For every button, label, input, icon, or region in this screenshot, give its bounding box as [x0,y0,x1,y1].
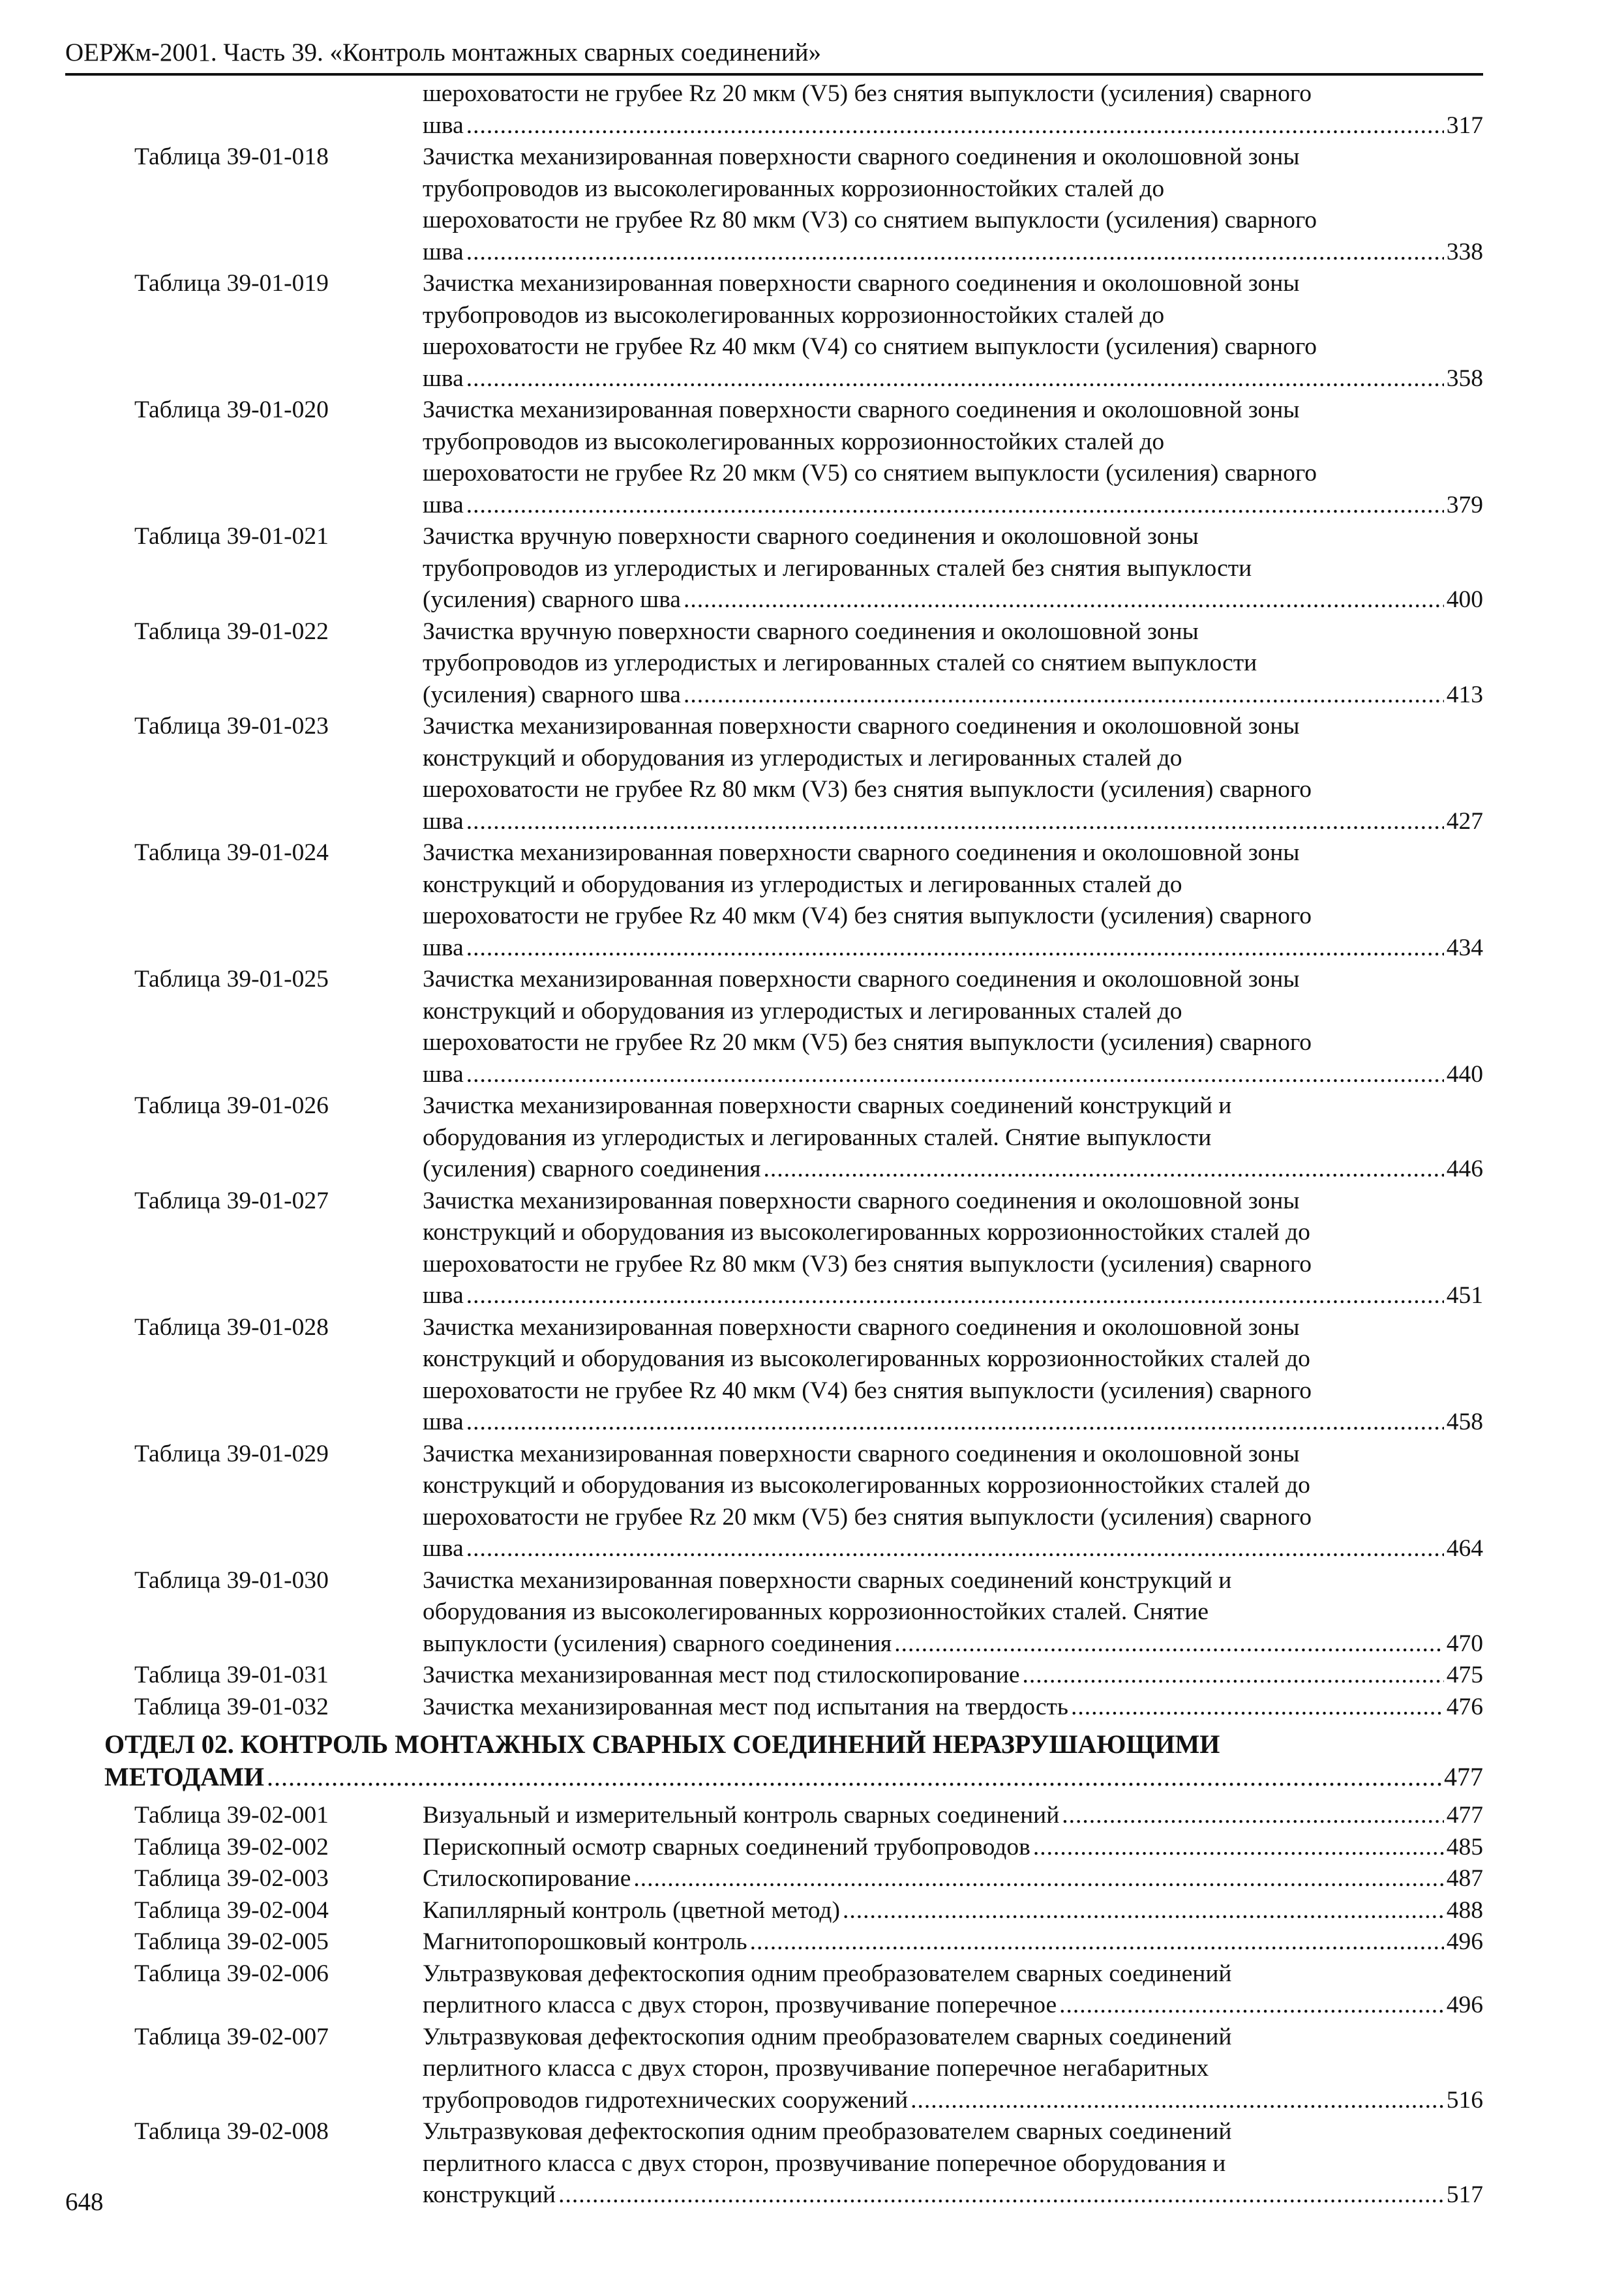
entry-page-number: 475 [1446,1662,1483,1688]
table-label: Таблица 39-01-026 [134,1092,329,1119]
entry-title-last-line: Стилоскопирование [423,1865,631,1892]
entry-title-last-line: шва [423,1282,464,1309]
toc-entry [104,2022,1483,2117]
entry-title [423,1692,1483,1724]
entry-title-last-line: перлитного класса с двух сторон, прозвучивание поперечное [423,1992,1057,2018]
entry-leader-line [423,1533,1483,1565]
toc-entry [104,1863,1483,1895]
entry-title-last-line: шва [423,1535,464,1562]
entry-title-last-line: Перископный осмотр сварных соединений трубопроводов [423,1833,1030,1861]
entry-title [423,142,1483,268]
entry-title [423,1186,1483,1312]
entry-leader-line [423,1660,1483,1692]
entry-title-last-line: Магнитопорошковый контроль [423,1928,747,1955]
toc-entry [104,616,1483,711]
table-label: Таблица 39-01-019 [134,270,329,297]
entry-title-line: Зачистка механизированная поверхности сварных соединений конструкций и [423,1092,1232,1119]
table-label: Таблица 39-01-031 [134,1662,329,1688]
entry-leader-line [423,1059,1483,1091]
running-header [65,38,1483,76]
toc-entry [104,1312,1483,1439]
entry-title [423,78,1483,142]
dot-leader [466,237,1444,269]
entry-page-number: 458 [1446,1409,1483,1435]
entry-title-last-line: шва [423,1409,464,1435]
table-label: Таблица 39-02-001 [134,1802,329,1829]
entry-title-last-line: конструкций [423,2181,556,2208]
table-label: Таблица 39-02-003 [134,1865,329,1892]
entry-page-number: 496 [1446,1928,1483,1955]
entry-page-number: 477 [1444,1762,1483,1791]
toc-entry [104,268,1483,395]
dot-leader [763,1154,1443,1186]
entry-leader-line [423,933,1483,965]
dot-leader [466,806,1444,838]
entry-title [423,521,1483,616]
entry-title-last-line: шва [423,807,464,835]
table-label: Таблица 39-01-020 [134,396,329,423]
entry-title-line: Зачистка механизированная поверхности сварного соединения и околошовной зоны [423,839,1300,866]
entry-title [423,1958,1483,2022]
entry-page-number: 451 [1446,1282,1483,1309]
entry-title [423,1439,1483,1565]
table-label: Таблица 39-01-023 [134,713,329,740]
table-label: Таблица 39-01-024 [134,839,329,866]
entry-title [423,1565,1483,1660]
entry-leader-line [423,363,1483,395]
dot-leader [466,933,1444,965]
table-label: Таблица 39-02-006 [134,1960,329,1987]
entry-page-number: 427 [1446,807,1483,835]
table-label: Таблица 39-01-028 [134,1313,329,1341]
entry-title-line: Зачистка механизированная поверхности сварных соединений конструкций и [423,1566,1232,1594]
table-label: Таблица 39-01-027 [134,1187,329,1214]
entry-title-line: Зачистка механизированная поверхности сварного соединения и околошовной зоны [423,1187,1300,1214]
toc-entry [104,964,1483,1090]
entry-page-number: 487 [1446,1865,1483,1892]
entry-leader-line [423,490,1483,522]
entry-page-number: 317 [1446,112,1483,139]
entry-leader-line [423,1926,1483,1958]
entry-title-line: Зачистка механизированная поверхности сварного соединения и околошовной зоны [423,966,1300,993]
table-label: Таблица 39-02-004 [134,1896,329,1924]
dot-leader [750,1926,1444,1958]
entry-title-line: шероховатости не грубее Rz 80 мкм (V3) без снятия выпуклости (усиления) сварного [423,776,1312,803]
entry-title [423,1800,1483,1832]
entry-title-line: трубопроводов из высоколегированных коррозионностойких сталей до [423,175,1165,202]
entry-title-last-line: выпуклости (усиления) сварного соединения [423,1630,892,1657]
dot-leader [894,1628,1443,1660]
table-of-contents [104,78,1483,2211]
entry-title [423,2022,1483,2117]
dot-leader [558,2179,1444,2211]
entry-title-line: Зачистка механизированная поверхности сварного соединения и околошовной зоны [423,1440,1300,1467]
entry-page-number: 446 [1446,1156,1483,1182]
entry-title-last-line: (усиления) сварного соединения [423,1156,761,1182]
dot-leader [267,1761,1441,1793]
entry-title-line: трубопроводов из углеродистых и легированных сталей без снятия выпуклости [423,554,1252,582]
entry-title-last-line: шва [423,934,464,961]
entry-page-number: 434 [1446,934,1483,961]
entry-title-last-line: Визуальный и измерительный контроль сварных соединений [423,1802,1060,1829]
entry-title-line: Зачистка механизированная поверхности сварного соединения и околошовной зоны [423,713,1300,740]
table-label: Таблица 39-02-008 [134,2118,329,2145]
entry-page-number: 516 [1446,2086,1483,2114]
entry-page-number: 488 [1446,1896,1483,1924]
toc-entry [104,1800,1483,1832]
entry-title-last-line: (усиления) сварного шва [423,586,681,613]
toc-entry [104,1660,1483,1692]
table-label: Таблица 39-02-005 [134,1928,329,1955]
toc-entry [104,2116,1483,2211]
entry-title-line: Ультразвуковая дефектоскопия одним преобразователем сварных соединений [423,2023,1232,2050]
entry-leader-line [423,2179,1483,2211]
dot-leader [466,1407,1444,1439]
entry-page-number: 485 [1446,1833,1483,1861]
entry-page-number: 517 [1446,2181,1483,2208]
dot-leader [466,1059,1444,1091]
entry-leader-line [423,110,1483,142]
entry-title-line: оборудования из углеродистых и легированных сталей. Снятие выпуклости [423,1124,1212,1151]
entry-title-last-line: шва [423,1060,464,1088]
entry-title-last-line: МЕТОДАМИ [104,1762,264,1791]
entry-title [423,1832,1483,1864]
table-label: Таблица 39-02-002 [134,1833,329,1861]
table-label: Таблица 39-02-007 [134,2023,329,2050]
toc-entry [104,1439,1483,1565]
entry-leader-line [423,1832,1483,1864]
entry-leader-line [423,1280,1483,1312]
entry-leader-line [423,806,1483,838]
entry-title-last-line: Капиллярный контроль (цветной метод) [423,1896,840,1924]
toc-section-01-entries [104,142,1483,1723]
entry-title-last-line: шва [423,238,464,265]
entry-title [423,711,1483,837]
entry-leader-line [423,1628,1483,1660]
entry-title-last-line: шва [423,112,464,139]
dot-leader [1033,1832,1444,1864]
entry-title-last-line: (усиления) сварного шва [423,681,681,708]
entry-title [423,1863,1483,1895]
entry-page-number: 476 [1446,1693,1483,1720]
entry-title-line: Ультразвуковая дефектоскопия одним преобразователем сварных соединений [423,1960,1232,1987]
entry-title [423,1312,1483,1439]
entry-title-last-line: Зачистка механизированная мест под стилоскопирование [423,1662,1020,1688]
entry-page-number: 413 [1446,681,1483,708]
dot-leader [466,363,1444,395]
entry-title [423,837,1483,964]
entry-leader-line [423,1895,1483,1927]
entry-title-line: шероховатости не грубее Rz 80 мкм (V3) без снятия выпуклости (усиления) сварного [423,1250,1312,1278]
entry-title-line: Зачистка механизированная поверхности сварного соединения и околошовной зоны [423,396,1300,423]
entry-title [423,616,1483,711]
dot-leader [466,110,1444,142]
entry-leader-line [423,1407,1483,1439]
table-label: Таблица 39-01-018 [134,143,329,170]
entry-title-line: шероховатости не грубее Rz 80 мкм (V3) со снятием выпуклости (усиления) сварного [423,207,1317,233]
toc-entry [104,1832,1483,1864]
entry-title-line: оборудования из высоколегированных коррозионностойких сталей. Снятие [423,1598,1209,1625]
dot-leader [466,1280,1444,1312]
entry-leader-line [423,1154,1483,1186]
entry-leader-line [104,1761,1483,1793]
entry-page-number: 464 [1446,1535,1483,1562]
entry-title [423,268,1483,395]
dot-leader [1071,1692,1444,1724]
entry-title-line: шероховатости не грубее Rz 20 мкм (V5) без снятия выпуклости (усиления) сварного [423,80,1312,107]
header-title: ОЕРЖм-2001. Часть 39. «Контроль монтажных сварных соединений» [65,38,821,67]
table-label: Таблица 39-01-029 [134,1440,329,1467]
toc-entry [104,142,1483,268]
entry-title-line: Ультразвуковая дефектоскопия одним преобразователем сварных соединений [423,2118,1232,2145]
dot-leader [1062,1800,1443,1832]
entry-title-line: конструкций и оборудования из углеродистых и легированных сталей до [423,744,1182,771]
entry-title-line: конструкций и оборудования из высоколегированных коррозионностойких сталей до [423,1219,1310,1246]
entry-title-line: конструкций и оборудования из высоколегированных коррозионностойких сталей до [423,1345,1310,1372]
dot-leader [466,1533,1444,1565]
entry-title-last-line: трубопроводов гидротехнических сооружений [423,2086,909,2114]
entry-title [423,1090,1483,1186]
entry-leader-line [423,1863,1483,1895]
entry-title-line: конструкций и оборудования из высоколегированных коррозионностойких сталей до [423,1472,1310,1499]
entry-page-number: 338 [1446,238,1483,265]
toc-entry [104,521,1483,616]
table-label: Таблица 39-01-022 [134,618,329,645]
entry-page-number: 470 [1446,1630,1483,1657]
entry-title-last-line: шва [423,365,464,392]
entry-title-line: Зачистка механизированная поверхности сварного соединения и околошовной зоны [423,270,1300,297]
toc-entry [104,1692,1483,1724]
toc-entry [104,837,1483,964]
entry-title-last-line: Зачистка механизированная мест под испытания на твердость [423,1693,1069,1720]
dot-leader [1059,1990,1444,2022]
entry-page-number: 358 [1446,365,1483,392]
toc-entry [104,1895,1483,1927]
dot-leader [684,584,1444,616]
entry-title-line: шероховатости не грубее Rz 20 мкм (V5) со снятием выпуклости (усиления) сварного [423,460,1317,486]
dot-leader [633,1863,1443,1895]
entry-title-line: перлитного класса с двух сторон, прозвучивание поперечное негабаритных [423,2055,1209,2082]
entry-title-line: трубопроводов из высоколегированных коррозионностойких сталей до [423,428,1165,455]
entry-title-line: Зачистка вручную поверхности сварного соединения и околошовной зоны [423,523,1199,550]
entry-title-line: конструкций и оборудования из углеродистых и легированных сталей до [423,997,1182,1025]
entry-leader-line [423,1692,1483,1724]
entry-title-last-line: шва [423,491,464,518]
entry-title-line: трубопроводов из высоколегированных коррозионностойких сталей до [423,301,1165,329]
dot-leader [910,2085,1444,2117]
entry-leader-line [423,237,1483,269]
entry-leader-line [423,1990,1483,2022]
entry-title-line: шероховатости не грубее Rz 20 мкм (V5) без снятия выпуклости (усиления) сварного [423,1029,1312,1056]
entry-leader-line [423,2085,1483,2117]
table-label: Таблица 39-01-032 [134,1693,329,1720]
entry-title-line: трубопроводов из углеродистых и легированных сталей со снятием выпуклости [423,650,1257,676]
dot-leader [843,1895,1444,1927]
toc-entry [104,1565,1483,1660]
entry-title-line: Зачистка вручную поверхности сварного соединения и околошовной зоны [423,618,1199,645]
dot-leader [1023,1660,1444,1692]
page-number: 648 [65,2188,104,2216]
entry-title-line: шероховатости не грубее Rz 20 мкм (V5) без снятия выпуклости (усиления) сварного [423,1503,1312,1531]
toc-entry [104,395,1483,521]
entry-page-number: 379 [1446,491,1483,518]
entry-title-line: Зачистка механизированная поверхности сварного соединения и околошовной зоны [423,1313,1300,1341]
table-label: Таблица 39-01-030 [134,1566,329,1594]
entry-leader-line [423,1800,1483,1832]
toc-entry [104,1926,1483,1958]
entry-title-line: шероховатости не грубее Rz 40 мкм (V4) без снятия выпуклости (усиления) сварного [423,903,1312,929]
entry-title [423,2116,1483,2211]
entry-title-line: конструкций и оборудования из углеродистых и легированных сталей до [423,871,1182,898]
toc-section-02-entries [104,1800,1483,2211]
entry-page-number: 440 [1446,1060,1483,1088]
entry-leader-line [423,680,1483,711]
toc-entry [104,1090,1483,1186]
entry-title [423,1660,1483,1692]
toc-entry [104,1186,1483,1312]
entry-title-line: шероховатости не грубее Rz 40 мкм (V4) без снятия выпуклости (усиления) сварного [423,1377,1312,1404]
entry-page-number: 477 [1446,1802,1483,1829]
entry-title [423,395,1483,521]
dot-leader [466,490,1444,522]
entry-title [423,1926,1483,1958]
entry-leader-line [423,584,1483,616]
table-label: Таблица 39-01-021 [134,523,329,550]
entry-title-line: Зачистка механизированная поверхности сварного соединения и околошовной зоны [423,143,1300,170]
toc-continuation-entry [104,78,1483,142]
dot-leader [684,680,1444,711]
entry-title-line: ОТДЕЛ 02. КОНТРОЛЬ МОНТАЖНЫХ СВАРНЫХ СОЕДИНЕНИЙ НЕРАЗРУШАЮЩИМИ [104,1729,1220,1759]
toc-section-heading [104,1728,1483,1793]
entry-title [423,1895,1483,1927]
entry-title [423,964,1483,1090]
entry-title-line: перлитного класса с двух сторон, прозвучивание поперечное оборудования и [423,2149,1226,2177]
table-label: Таблица 39-01-025 [134,966,329,993]
entry-page-number: 400 [1446,586,1483,613]
entry-title-line: шероховатости не грубее Rz 40 мкм (V4) со снятием выпуклости (усиления) сварного [423,333,1317,360]
toc-entry [104,711,1483,837]
entry-page-number: 496 [1446,1992,1483,2018]
toc-entry [104,1958,1483,2022]
